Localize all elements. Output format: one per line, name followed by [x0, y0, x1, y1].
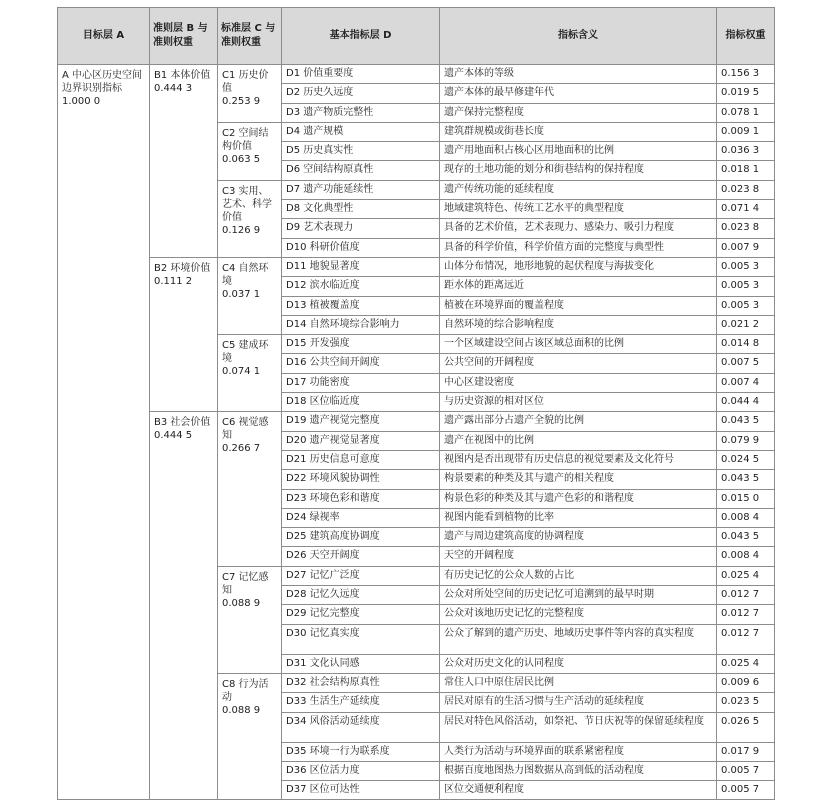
indicator-weight: 0.012 7: [717, 624, 775, 654]
indicator-meaning: 人类行为活动与环境界面的联系紧密程度: [440, 742, 717, 761]
indicator-meaning: 常住人口中原住居民比例: [440, 673, 717, 692]
standard-cell: [218, 257, 282, 334]
standard-name: C6 视觉感知: [222, 417, 269, 442]
indicator-meaning: 视图内是否出现带有历史信息的视觉要素及文化符号: [440, 450, 717, 469]
indicator-weight: 0.008 4: [717, 508, 775, 527]
indicator-meaning: 视图内能看到植物的比率: [440, 508, 717, 527]
indicator-meaning: 公共空间的开阔程度: [440, 354, 717, 373]
header-weight: 指标权重: [717, 8, 775, 65]
indicator-name: D27 记忆广泛度: [282, 566, 440, 585]
indicator-meaning: 距水体的距离远近: [440, 277, 717, 296]
indicator-name: D4 遗产规模: [282, 122, 440, 141]
target-name: A 中心区历史空间边界识别指标: [62, 70, 143, 94]
indicator-meaning: 居民对特色风俗活动，如祭祀、节日庆祝等的保留延续程度: [440, 712, 717, 742]
indicator-table-container: [57, 7, 774, 800]
indicator-weight: 0.012 7: [717, 586, 775, 605]
indicator-name: D37 区位可达性: [282, 781, 440, 800]
indicator-weight: 0.007 9: [717, 238, 775, 257]
table-row: [58, 257, 775, 276]
indicator-weight: 0.005 3: [717, 296, 775, 315]
indicator-name: D5 历史真实性: [282, 142, 440, 161]
indicator-name: D8 文化典型性: [282, 200, 440, 219]
indicator-meaning: 遗产传统功能的延续程度: [440, 180, 717, 199]
indicator-name: D1 价值重要度: [282, 65, 440, 84]
indicator-meaning: 中心区建设密度: [440, 373, 717, 392]
standard-name: C4 自然环境: [222, 262, 269, 287]
indicator-meaning: 具备的科学价值，科学价值方面的完整度与典型性: [440, 238, 717, 257]
indicator-weight: 0.043 5: [717, 470, 775, 489]
indicator-meaning: 具备的艺术价值，艺术表现力、感染力、吸引力程度: [440, 219, 717, 238]
indicator-meaning: 与历史资源的相对区位: [440, 393, 717, 412]
indicator-name: D16 公共空间开阔度: [282, 354, 440, 373]
indicator-meaning: 公众对该地历史记忆的完整程度: [440, 605, 717, 624]
indicator-name: D33 生活生产延续度: [282, 693, 440, 712]
indicator-weight: 0.007 5: [717, 354, 775, 373]
criteria-cell: [150, 412, 218, 800]
indicator-weight: 0.005 7: [717, 781, 775, 800]
criteria-cell: [150, 65, 218, 258]
indicator-weight: 0.008 4: [717, 547, 775, 566]
indicator-meaning: 公众对所处空间的历史记忆可追溯到的最早时期: [440, 586, 717, 605]
indicator-meaning: 区位交通便利程度: [440, 781, 717, 800]
indicator-weight: 0.021 2: [717, 315, 775, 334]
indicator-weight: 0.036 3: [717, 142, 775, 161]
header-standard-layer: 标准层 C 与准则权重: [218, 8, 282, 65]
indicator-weight: 0.071 4: [717, 200, 775, 219]
indicator-weight: 0.025 4: [717, 566, 775, 585]
indicator-name: D34 风俗活动延续度: [282, 712, 440, 742]
indicator-name: D30 记忆真实度: [282, 624, 440, 654]
indicator-name: D12 滨水临近度: [282, 277, 440, 296]
standard-weight: 0.037 1: [222, 288, 261, 300]
criteria-weight: 0.111 2: [154, 275, 193, 287]
indicator-name: D29 记忆完整度: [282, 605, 440, 624]
indicator-name: D28 记忆久远度: [282, 586, 440, 605]
indicator-meaning: 构景色彩的种类及其与遗产色彩的和谐程度: [440, 489, 717, 508]
indicator-weight: 0.005 7: [717, 761, 775, 780]
indicator-meaning: 建筑群规模或街巷长度: [440, 122, 717, 141]
standard-cell: [218, 412, 282, 566]
indicator-weight: 0.044 4: [717, 393, 775, 412]
indicator-weight: 0.012 7: [717, 605, 775, 624]
standard-cell: [218, 180, 282, 257]
indicator-name: D23 环境色彩和谐度: [282, 489, 440, 508]
indicator-meaning: 根据百度地图热力图数据从高到低的活动程度: [440, 761, 717, 780]
indicator-weight: 0.026 5: [717, 712, 775, 742]
target-layer-cell: [58, 65, 150, 800]
indicator-name: D25 建筑高度协调度: [282, 528, 440, 547]
standard-name: C7 记忆感知: [222, 571, 269, 596]
standard-weight: 0.253 9: [222, 96, 261, 107]
criteria-weight: 0.444 5: [154, 430, 193, 442]
indicator-weight: 0.023 8: [717, 219, 775, 238]
indicator-name: D14 自然环境综合影响力: [282, 315, 440, 334]
indicator-name: D19 遗产视觉完整度: [282, 412, 440, 431]
indicator-weight: 0.009 6: [717, 673, 775, 692]
indicator-name: D18 区位临近度: [282, 393, 440, 412]
criteria-name: B2 环境价值: [154, 262, 211, 274]
indicator-name: D26 天空开阔度: [282, 547, 440, 566]
standard-weight: 0.126 9: [222, 224, 261, 236]
standard-weight: 0.074 1: [222, 366, 261, 378]
table-row: [58, 412, 775, 431]
indicator-name: D17 功能密度: [282, 373, 440, 392]
indicator-name: D20 遗产视觉显著度: [282, 431, 440, 450]
indicator-weight: 0.017 9: [717, 742, 775, 761]
standard-weight: 0.063 5: [222, 153, 261, 165]
target-weight: 1.000 0: [62, 96, 101, 107]
indicator-name: D32 社会结构原真性: [282, 673, 440, 692]
indicator-name: D22 环境风貌协调性: [282, 470, 440, 489]
standard-cell: [218, 65, 282, 123]
indicator-weight: 0.015 0: [717, 489, 775, 508]
standard-cell: [218, 122, 282, 180]
indicator-weight: 0.014 8: [717, 335, 775, 354]
indicator-meaning: 遗产露出部分占遗产全貌的比例: [440, 412, 717, 431]
standard-name: C3 实用、艺术、科学价值: [222, 185, 272, 223]
indicator-weight: 0.007 4: [717, 373, 775, 392]
header-indicator-layer: 基本指标层 D: [282, 8, 440, 65]
indicator-weight: 0.156 3: [717, 65, 775, 84]
indicator-weight: 0.025 4: [717, 654, 775, 673]
indicator-weight: 0.009 1: [717, 122, 775, 141]
header-meaning: 指标含义: [440, 8, 717, 65]
indicator-weight: 0.019 5: [717, 84, 775, 103]
indicator-name: D9 艺术表现力: [282, 219, 440, 238]
indicator-weight: 0.018 1: [717, 161, 775, 180]
indicator-name: D10 科研价值度: [282, 238, 440, 257]
indicator-name: D6 空间结构原真性: [282, 161, 440, 180]
indicator-meaning: 山体分布情况，地形地貌的起伏程度与海拔变化: [440, 257, 717, 276]
standard-cell: [218, 335, 282, 412]
indicator-weight: 0.043 5: [717, 412, 775, 431]
criteria-cell: [150, 257, 218, 411]
table-body: [58, 65, 775, 800]
indicator-meaning: 公众了解到的遗产历史、地域历史事件等内容的真实程度: [440, 624, 717, 654]
criteria-weight: 0.444 3: [154, 83, 193, 94]
indicator-name: D36 区位活力度: [282, 761, 440, 780]
indicator-name: D35 环境一行为联系度: [282, 742, 440, 761]
standard-name: C2 空间结构价值: [222, 127, 269, 152]
indicator-meaning: 构景要素的种类及其与遗产的相关程度: [440, 470, 717, 489]
indicator-weight: 0.043 5: [717, 528, 775, 547]
indicator-name: D15 开发强度: [282, 335, 440, 354]
standard-weight: 0.088 9: [222, 704, 261, 716]
indicator-meaning: 遗产保持完整程度: [440, 103, 717, 122]
indicator-name: D31 文化认同感: [282, 654, 440, 673]
indicator-meaning: 遗产本体的等级: [440, 65, 717, 84]
indicator-weight: 0.024 5: [717, 450, 775, 469]
indicator-weight: 0.023 8: [717, 180, 775, 199]
header-criteria-layer: 准则层 B 与准则权重: [150, 8, 218, 65]
indicator-meaning: 遗产本体的最早修建年代: [440, 84, 717, 103]
header-row: [58, 8, 775, 65]
indicator-weight: 0.023 5: [717, 693, 775, 712]
indicator-meaning: 自然环境的综合影响程度: [440, 315, 717, 334]
indicator-weight: 0.078 1: [717, 103, 775, 122]
criteria-name: B3 社会价值: [154, 417, 211, 429]
standard-name: C1 历史价值: [222, 70, 269, 94]
standard-name: C8 行为活动: [222, 678, 269, 703]
table-row: [58, 65, 775, 84]
indicator-meaning: 遗产在视图中的比例: [440, 431, 717, 450]
indicator-name: D13 植被覆盖度: [282, 296, 440, 315]
indicator-meaning: 植被在环境界面的覆盖程度: [440, 296, 717, 315]
indicator-weight: 0.079 9: [717, 431, 775, 450]
indicator-meaning: 公众对历史文化的认同程度: [440, 654, 717, 673]
indicator-meaning: 有历史记忆的公众人数的占比: [440, 566, 717, 585]
indicator-meaning: 遗产用地面积占核心区用地面积的比例: [440, 142, 717, 161]
indicator-name: D11 地貌显著度: [282, 257, 440, 276]
indicator-meaning: 地域建筑特色、传统工艺水平的典型程度: [440, 200, 717, 219]
indicator-meaning: 现存的土地功能的划分和街巷结构的保持程度: [440, 161, 717, 180]
indicator-meaning: 一个区域建设空间占该区域总面积的比例: [440, 335, 717, 354]
standard-weight: 0.088 9: [222, 597, 261, 609]
indicator-meaning: 遗产与周边建筑高度的协调程度: [440, 528, 717, 547]
indicator-weight: 0.005 3: [717, 277, 775, 296]
indicator-name: D3 遗产物质完整性: [282, 103, 440, 122]
standard-weight: 0.266 7: [222, 443, 261, 455]
indicator-meaning: 居民对原有的生活习惯与生产活动的延续程度: [440, 693, 717, 712]
indicator-weight: 0.005 3: [717, 257, 775, 276]
criteria-name: B1 本体价值: [154, 70, 211, 81]
header-target-layer: 目标层 A: [58, 8, 150, 65]
indicator-meaning: 天空的开阔程度: [440, 547, 717, 566]
indicator-table: [57, 7, 775, 800]
standard-cell: [218, 566, 282, 673]
standard-cell: [218, 673, 282, 799]
indicator-name: D21 历史信息可意度: [282, 450, 440, 469]
indicator-name: D7 遗产功能延续性: [282, 180, 440, 199]
indicator-name: D2 历史久远度: [282, 84, 440, 103]
standard-name: C5 建成环境: [222, 340, 269, 365]
indicator-name: D24 绿视率: [282, 508, 440, 527]
